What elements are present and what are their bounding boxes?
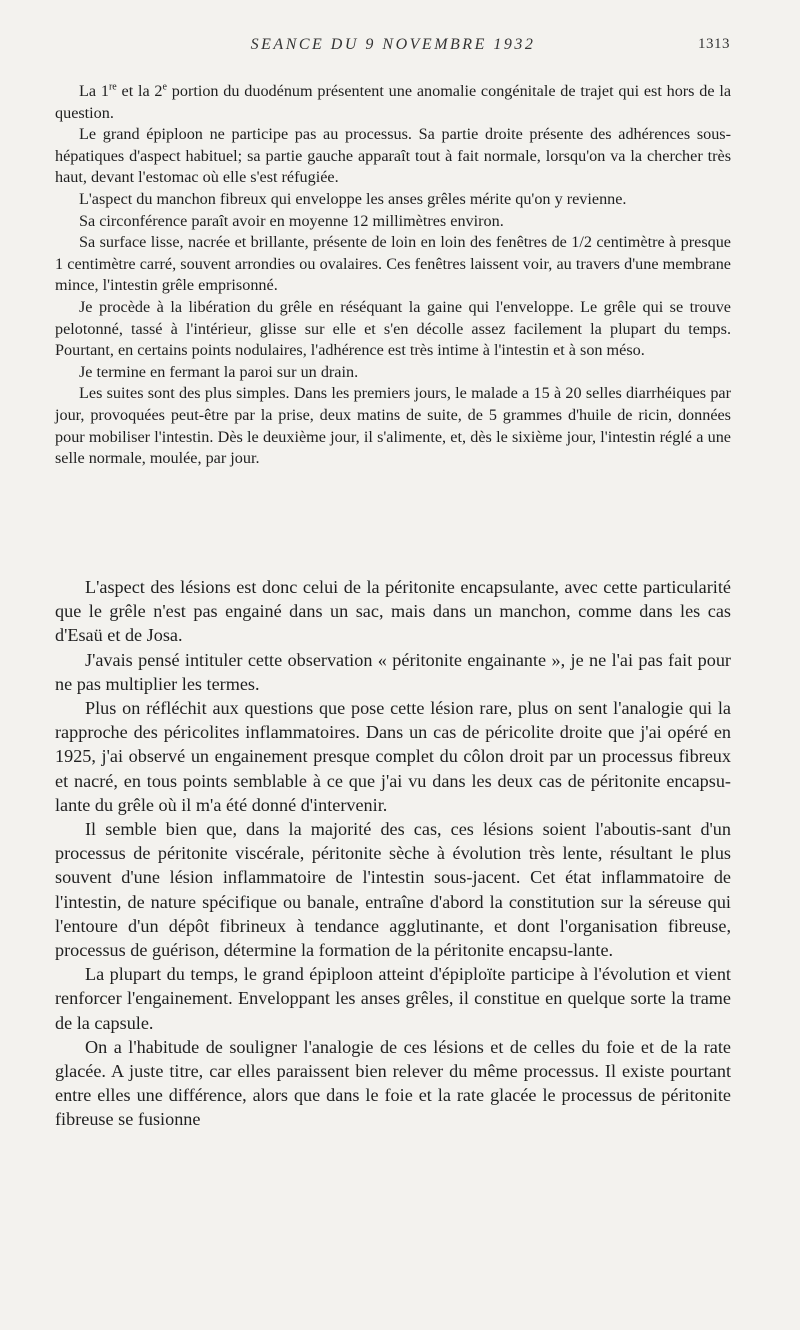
superscript: re [108,81,117,93]
paragraph: On a l'habitude de souligner l'analogie de ces lésions et de celles du foie et de la rate glacée. A juste titre, car elles paraissent bien relever du même processus. Il existe pourtant entre elles une différence, alors que dans le foie et la rate glacée le processus de péritonite fibreuse se fusionne [55,1036,731,1130]
paragraph: Sa surface lisse, nacrée et brillante, présente de loin en loin des fenêtres de 1/2 centimètre à presque 1 centimètre carré, souvent arrondies ou ovalaires. Ces fenêtres laissent voir, au travers d'une membrane mince, l'intestin grêle emprisonné. [55,233,731,295]
paragraph-duodenum [55,81,731,124]
paragraph: Sa circonférence paraît avoir en moyenne 12 millimètres environ. [79,211,504,230]
paragraph: Le grand épiploon ne participe pas au processus. Sa partie droite présente des adhérences sous-hépatiques d'aspect habituel; sa partie gauche apparaît tout à fait normale, lorsqu'on va la chercher très haut, devant l'estomac où elle s'est réfugiée. [55,125,731,187]
paragraph: La plupart du temps, le grand épiploon atteint d'épiploïte participe à l'évolution et vient renforcer l'engainement. Enveloppant les anses grêles, il constitue en quelque sorte la trame de la capsule. [55,964,731,1033]
paragraph: Il semble bien que, dans la majorité des cas, ces lésions soient l'aboutis-sant d'un processus de péritonite viscérale, péritonite sèche à évolution très lente, résultant le plus souvent d'une lésion inflammatoire de l'intestin sous-jacent. Cet état inflammatoire de l'intestin, de nature spécifique ou banale, entraîne d'abord la constitution sur la séreuse qui l'entoure d'un dépôt fibrineux à tendance agglutinante, et dont l'organisation fibreuse, processus de guérison, détermine la formation de la péritonite encapsu-lante. [55,819,731,961]
text-run: portion du duodénum présentent une anomalie congénitale de trajet qui est hors de la question. [55,82,731,122]
page-header [56,36,730,58]
paragraph: L'aspect des lésions est donc celui de la péritonite encapsulante, avec cette particularité que le grêle n'est pas engainé dans un sac, mais dans un manchon, comme dans les cas d'Esaü et de Josa. [55,577,731,646]
running-title: SEANCE DU 9 NOVEMBRE 1932 [250,36,536,53]
paragraph: Plus on réfléchit aux questions que pose cette lésion rare, plus on sent l'analogie qui la rapproche des péricolites inflammatoires. Dans un cas de péricolite droite que j'ai opéré en 1925, j'ai observé un engainement presque complet du côlon droit par un processus fibreux et nacré, en tous points semblable à ce que j'ai vu dans les deux cas de péritonite encapsu-lante du grêle où il m'a été donné d'intervenir. [55,698,731,815]
paragraph: J'avais pensé intituler cette observation « péritonite engainante », je ne l'ai pas fait pour ne pas multiplier les termes. [55,649,731,694]
page-number: 1313 [698,36,730,52]
text-run: et la 2 [116,82,163,100]
paragraph: Les suites sont des plus simples. Dans les premiers jours, le malade a 15 à 20 selles diarrhéiques par jour, provoquées peut-être par la prise, deux matins de suite, de 5 grammes d'huile de ricin, données pour mobiliser l'intestin. Dès le deuxième jour, il s'alimente, et, dès le sixième jour, l'intestin réglé a une selle normale, moulée, par jour. [55,384,731,468]
paragraph: Je termine en fermant la paroi sur un drain. [79,362,359,381]
text-run: La 1 [79,82,109,100]
superscript: e [162,81,167,93]
discussion-section [55,575,731,1132]
paragraph: Je procède à la libération du grêle en réséquant la gaine qui l'enveloppe. Le grêle qui se trouve pelotonné, tassé à l'intérieur, glisse sur elle et s'en décolle assez facilement la plupart du temps. Pourtant, en certains points nodulaires, l'adhérence est très intime à l'intestin et à son méso. [55,297,731,360]
paragraph: L'aspect du manchon fibreux qui enveloppe les anses grêles mérite qu'on y revienne. [79,189,627,208]
case-report-section [55,81,731,470]
